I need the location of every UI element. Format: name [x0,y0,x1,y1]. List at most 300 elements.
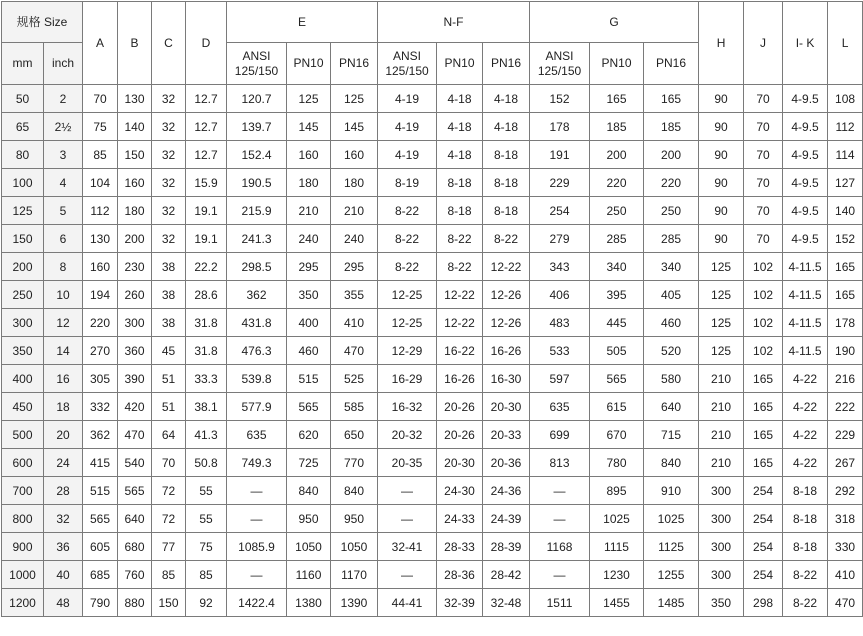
table-cell: 102 [744,281,783,309]
table-cell: 4-11.5 [783,281,828,309]
table-cell: 12-22 [483,253,530,281]
table-cell: 200 [590,141,644,169]
table-cell: 215.9 [227,197,287,225]
table-cell: 1390 [331,589,378,617]
table-cell: 298.5 [227,253,287,281]
table-cell: 585 [331,393,378,421]
table-cell: 4 [44,169,83,197]
col-header-mm: mm [2,43,44,85]
table-cell: 150 [152,589,186,617]
table-cell: 577.9 [227,393,287,421]
table-cell: 51 [152,365,186,393]
table-cell: 254 [744,561,783,589]
table-cell: 699 [530,421,590,449]
table-row [2,449,863,477]
table-cell: 840 [287,477,331,505]
table-cell: 70 [152,449,186,477]
table-cell: 4-18 [483,113,530,141]
table-cell: 565 [287,393,331,421]
table-cell: 410 [331,309,378,337]
table-cell: 20-26 [437,421,483,449]
table-cell: 85 [83,141,118,169]
table-cell: 44-41 [378,589,437,617]
sub-header-nf-pn16: PN16 [483,43,530,85]
table-cell: 220 [83,309,118,337]
table-cell: 8-22 [378,197,437,225]
table-cell: 108 [828,85,863,113]
table-row [2,505,863,533]
table-cell: 102 [744,309,783,337]
table-cell: 20-33 [483,421,530,449]
table-cell: 200 [2,253,44,281]
table-cell: 152 [828,225,863,253]
table-cell: 160 [331,141,378,169]
table-cell: 1000 [2,561,44,589]
table-cell: 635 [530,393,590,421]
table-cell: 130 [118,85,152,113]
table-cell: 4-18 [437,141,483,169]
table-cell: 190.5 [227,169,287,197]
table-cell: 180 [287,169,331,197]
table-cell: 85 [186,561,227,589]
table-cell: 222 [828,393,863,421]
table-cell: 4-9.5 [783,197,828,225]
table-cell: 4-9.5 [783,141,828,169]
table-cell: 12.7 [186,85,227,113]
table-cell: 145 [287,113,331,141]
table-cell: 33.3 [186,365,227,393]
table-cell: 4-18 [437,85,483,113]
table-cell: 165 [744,393,783,421]
table-cell: 420 [118,393,152,421]
table-cell: 4-9.5 [783,113,828,141]
col-header-h: H [699,2,744,85]
table-cell: 749.3 [227,449,287,477]
table-cell: 38 [152,309,186,337]
table-cell: 539.8 [227,365,287,393]
table-cell: 85 [152,561,186,589]
table-cell: 340 [590,253,644,281]
table-cell: 8-18 [783,533,828,561]
table-cell: 210 [331,197,378,225]
table-cell: 1050 [331,533,378,561]
table-cell: 32 [152,197,186,225]
table-cell: 31.8 [186,309,227,337]
table-cell: 14 [44,337,83,365]
table-cell: 460 [287,337,331,365]
table-cell: 910 [644,477,699,505]
table-cell: 267 [828,449,863,477]
table-cell: 620 [287,421,331,449]
table-cell: 20-35 [378,449,437,477]
table-cell: 340 [644,253,699,281]
table-cell: 90 [699,85,744,113]
table-cell: 70 [744,113,783,141]
table-cell: 55 [186,477,227,505]
table-cell: 185 [644,113,699,141]
table-cell: 470 [118,421,152,449]
table-cell: 1380 [287,589,331,617]
table-cell: 300 [699,505,744,533]
table-cell: 70 [744,85,783,113]
table-row [2,393,863,421]
table-cell: 4-9.5 [783,85,828,113]
table-cell: 250 [644,197,699,225]
table-cell: 180 [331,169,378,197]
table-cell: 165 [828,253,863,281]
table-cell: 895 [590,477,644,505]
table-row [2,589,863,617]
table-cell: 540 [118,449,152,477]
table-cell: 210 [699,393,744,421]
table-cell: 152 [530,85,590,113]
table-cell: 127 [828,169,863,197]
table-cell: 4-9.5 [783,225,828,253]
table-cell: 50.8 [186,449,227,477]
table-cell: 1511 [530,589,590,617]
table-cell: 350 [2,337,44,365]
table-cell: 4-11.5 [783,337,828,365]
table-cell: 680 [118,533,152,561]
table-cell: 476.3 [227,337,287,365]
table-cell: 285 [644,225,699,253]
table-cell: 114 [828,141,863,169]
table-cell: 2 [44,85,83,113]
table-cell: 1455 [590,589,644,617]
table-cell: 505 [590,337,644,365]
table-cell: 200 [118,225,152,253]
table-row [2,421,863,449]
table-cell: 41.3 [186,421,227,449]
table-cell: 515 [287,365,331,393]
table-cell: 4-19 [378,141,437,169]
table-cell: 12-22 [437,281,483,309]
table-cell: 300 [2,309,44,337]
table-cell: 112 [828,113,863,141]
table-cell: 2½ [44,113,83,141]
table-cell: 250 [2,281,44,309]
table-cell: 725 [287,449,331,477]
table-cell: 48 [44,589,83,617]
table-row [2,197,863,225]
table-cell: 38 [152,281,186,309]
table-row [2,477,863,505]
table-cell: 292 [828,477,863,505]
table-cell: 285 [590,225,644,253]
table-cell: 32-48 [483,589,530,617]
table-cell: 178 [530,113,590,141]
table-cell: 8-18 [783,505,828,533]
table-cell: 343 [530,253,590,281]
table-cell: 1115 [590,533,644,561]
table-cell: 520 [644,337,699,365]
table-cell: 790 [83,589,118,617]
table-cell: 12.7 [186,141,227,169]
table-cell: 185 [590,113,644,141]
table-cell: 1125 [644,533,699,561]
table-cell: 650 [331,421,378,449]
table-cell: 8-22 [437,253,483,281]
table-cell: 28-42 [483,561,530,589]
table-cell: 295 [287,253,331,281]
table-cell: 70 [744,225,783,253]
table-cell: 332 [83,393,118,421]
table-cell: 40 [44,561,83,589]
table-cell: 112 [83,197,118,225]
table-cell: 32 [152,169,186,197]
table-cell: 28.6 [186,281,227,309]
table-cell: 240 [331,225,378,253]
sub-header-e-pn10: PN10 [287,43,331,85]
table-cell: 140 [828,197,863,225]
table-cell: 4-11.5 [783,253,828,281]
table-cell: 597 [530,365,590,393]
table-cell: 300 [118,309,152,337]
table-cell: 8-18 [483,141,530,169]
table-cell: 72 [152,505,186,533]
table-cell: 4-18 [437,113,483,141]
table-cell: — [378,477,437,505]
table-cell: 8-22 [378,225,437,253]
table-cell: 165 [644,85,699,113]
table-cell: 65 [2,113,44,141]
table-cell: 8-18 [437,197,483,225]
table-cell: 194 [83,281,118,309]
table-row [2,309,863,337]
table-cell: 24-33 [437,505,483,533]
table-cell: 241.3 [227,225,287,253]
table-cell: 1485 [644,589,699,617]
table-cell: 400 [287,309,331,337]
table-cell: 12-26 [483,281,530,309]
table-cell: 125 [699,309,744,337]
table-cell: 70 [744,197,783,225]
table-cell: 300 [699,561,744,589]
table-cell: 950 [287,505,331,533]
table-cell: 515 [83,477,118,505]
table-cell: 254 [744,533,783,561]
table-cell: 191 [530,141,590,169]
table-cell: 38.1 [186,393,227,421]
table-row [2,225,863,253]
table-cell: 20-30 [437,449,483,477]
table-cell: 460 [644,309,699,337]
table-cell: 92 [186,589,227,617]
table-cell: — [378,505,437,533]
sub-header-nf-pn10: PN10 [437,43,483,85]
table-cell: 483 [530,309,590,337]
table-cell: 77 [152,533,186,561]
table-cell: — [227,477,287,505]
table-cell: 260 [118,281,152,309]
table-cell: 8 [44,253,83,281]
table-cell: 220 [644,169,699,197]
table-cell: 18 [44,393,83,421]
table-cell: 125 [699,253,744,281]
table-cell: 533 [530,337,590,365]
table-cell: 4-19 [378,113,437,141]
table-cell: 19.1 [186,225,227,253]
table-cell: 90 [699,197,744,225]
table-cell: — [530,477,590,505]
table-cell: 28-33 [437,533,483,561]
table-cell: 22.2 [186,253,227,281]
table-cell: 12.7 [186,113,227,141]
table-cell: 4-9.5 [783,169,828,197]
table-cell: 4-19 [378,85,437,113]
table-cell: 55 [186,505,227,533]
table-cell: 1025 [644,505,699,533]
sub-header-g-pn16: PN16 [644,43,699,85]
table-row [2,365,863,393]
col-header-l: L [828,2,863,85]
table-cell: 210 [699,365,744,393]
col-header-j: J [744,2,783,85]
table-cell: 16 [44,365,83,393]
table-cell: 8-18 [437,169,483,197]
table-cell: 19.1 [186,197,227,225]
table-row [2,281,863,309]
table-cell: 152.4 [227,141,287,169]
table-cell: 32-39 [437,589,483,617]
table-cell: 200 [644,141,699,169]
table-cell: 15.9 [186,169,227,197]
table-cell: 640 [644,393,699,421]
table-cell: 80 [2,141,44,169]
table-cell: 24-39 [483,505,530,533]
table-cell: — [530,505,590,533]
table-cell: 102 [744,253,783,281]
table-cell: 165 [744,449,783,477]
table-cell: 32 [152,225,186,253]
table-cell: 165 [744,365,783,393]
table-cell: 140 [118,113,152,141]
table-cell: 8-22 [783,561,828,589]
table-cell: 31.8 [186,337,227,365]
table-cell: 150 [118,141,152,169]
table-cell: 8-18 [783,477,828,505]
table-cell: 210 [699,449,744,477]
table-cell: 8-18 [483,197,530,225]
table-cell: 295 [331,253,378,281]
table-cell: 24-36 [483,477,530,505]
table-cell: 406 [530,281,590,309]
table-cell: 1025 [590,505,644,533]
table-cell: 300 [699,533,744,561]
table-cell: 395 [590,281,644,309]
table-cell: 330 [828,533,863,561]
table-cell: 525 [331,365,378,393]
col-header-a: A [83,2,118,85]
sub-header-nf-ansi: ANSI 125/150 [378,43,437,85]
table-cell: 1422.4 [227,589,287,617]
table-cell: 6 [44,225,83,253]
table-cell: 12-26 [483,309,530,337]
table-cell: 45 [152,337,186,365]
table-cell: 100 [2,169,44,197]
table-cell: 685 [83,561,118,589]
table-cell: 160 [287,141,331,169]
col-header-d: D [186,2,227,85]
header-row-1 [2,2,863,43]
table-cell: 470 [828,589,863,617]
table-cell: 160 [83,253,118,281]
table-cell: 760 [118,561,152,589]
table-cell: 450 [2,393,44,421]
table-cell: 500 [2,421,44,449]
table-cell: 28-39 [483,533,530,561]
table-cell: — [227,505,287,533]
table-cell: 390 [118,365,152,393]
table-cell: 16-22 [437,337,483,365]
table-cell: 32 [152,141,186,169]
table-cell: 8-22 [483,225,530,253]
col-header-c: C [152,2,186,85]
table-cell: 1170 [331,561,378,589]
table-cell: 190 [828,337,863,365]
table-cell: 20-36 [483,449,530,477]
table-cell: 670 [590,421,644,449]
table-cell: 580 [644,365,699,393]
col-header-nf: N-F [378,2,530,43]
table-cell: 229 [828,421,863,449]
table-cell: 279 [530,225,590,253]
table-cell: 470 [331,337,378,365]
table-cell: 90 [699,113,744,141]
table-cell: 210 [287,197,331,225]
table-cell: 16-32 [378,393,437,421]
table-cell: 800 [2,505,44,533]
table-cell: 12-25 [378,309,437,337]
table-cell: 50 [2,85,44,113]
sub-header-e-pn16: PN16 [331,43,378,85]
sub-header-g-ansi: ANSI 125/150 [530,43,590,85]
table-cell: 165 [828,281,863,309]
table-cell: 24-30 [437,477,483,505]
table-cell: 780 [590,449,644,477]
table-cell: 362 [227,281,287,309]
table-cell: 150 [2,225,44,253]
sub-header-e-ansi: ANSI 125/150 [227,43,287,85]
table-cell: 4-22 [783,449,828,477]
col-header-g: G [530,2,699,43]
table-cell: 20-30 [483,393,530,421]
table-row [2,253,863,281]
table-row [2,169,863,197]
table-cell: 254 [530,197,590,225]
col-header-e: E [227,2,378,43]
table-cell: 70 [83,85,118,113]
table-cell: 1200 [2,589,44,617]
table-cell: 305 [83,365,118,393]
table-cell: 16-26 [483,337,530,365]
table-cell: 5 [44,197,83,225]
table-cell: 32 [44,505,83,533]
table-cell: 130 [83,225,118,253]
table-cell: 20-26 [437,393,483,421]
table-cell: 178 [828,309,863,337]
table-cell: 355 [331,281,378,309]
table-cell: 102 [744,337,783,365]
table-cell: 840 [644,449,699,477]
table-cell: 64 [152,421,186,449]
table-row [2,561,863,589]
table-cell: 125 [699,337,744,365]
table-cell: 125 [699,281,744,309]
dimension-table [1,1,863,617]
table-cell: 125 [331,85,378,113]
table-cell: 32 [152,85,186,113]
